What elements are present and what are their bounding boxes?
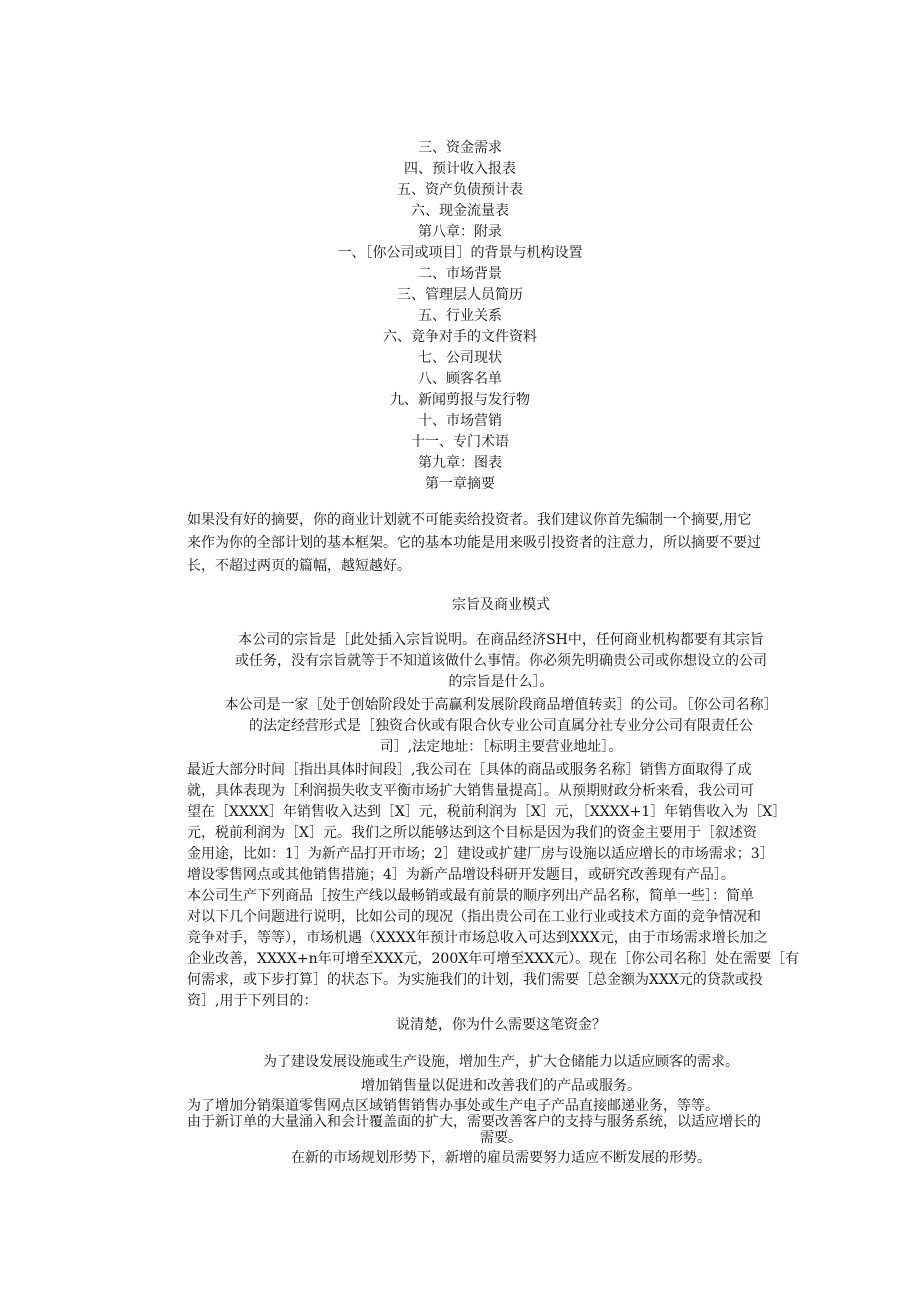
toc-entry: 五、资产负债预计表 (397, 182, 523, 198)
intro-paragraph (187, 509, 815, 578)
intro-line: 来作为你的全部计划的基本框架。它的基本功能是用来吸引投资者的注意力，所以摘要不要过 (187, 535, 761, 551)
company-line: 本公司是一家［处于创始阶段处于高赢利发展阶段商品增值转卖］的公司。［你公司名称］ (224, 697, 778, 713)
toc-entry: 一、［你公司或项目］的背景与机构设置 (337, 245, 583, 261)
intro-line: 如果没有好的摘要，你的商业计划就不可能卖给投资者。我们建议你首先编制一个摘要,用它 (187, 512, 752, 528)
section-heading-block (187, 594, 815, 616)
mission-paragraph (187, 630, 815, 693)
toc-entry: 九、新闻剪报与发行物 (390, 392, 530, 408)
recent-line: 就，具体表现为［利润损失收支平衡市场扩大销售量提高］。从预期财政分析来看，我公司可 (187, 783, 754, 799)
recent-line: 金用途，比如：1］为新产品打开市场；2］建设或扩建厂房与设施以适应增长的市场需求；3］ (187, 846, 774, 862)
toc-entry: 八、顾客名单 (418, 371, 502, 387)
products-paragraph (187, 886, 815, 1012)
toc-entry: 六、竞争对手的文件资料 (383, 329, 537, 345)
company-line: 司］,法定地址：［标明主要营业地址］。 (379, 739, 623, 755)
purpose-item: 为了建设发展设施或生产设施，增加生产，扩大仓储能力以适应顾客的需求。 (263, 1054, 739, 1070)
recent-line: 增设零售网点或其他销售措施；4］为新产品增设科研开发题目，或研究改善现有产品］。 (187, 867, 735, 883)
intro-line: 长，不超过两页的篇幅，越短越好。 (187, 558, 411, 574)
toc-entry: 五、行业关系 (418, 308, 502, 324)
section-heading: 宗旨及商业模式 (452, 597, 550, 613)
purpose-item: 由于新订单的大量涌入和会计覆盖面的扩大，需要改善客户的支持与服务系统，以适应增长的 (187, 1114, 761, 1130)
toc-entry: 第八章：附录 (418, 224, 502, 240)
products-line: 企业改善，XXXX+n年可增至XXX元，200X年可增至XXX元）。现在［你公司名称］处在需要［有 (187, 951, 800, 967)
toc-entry: 六、现金流量表 (411, 203, 509, 219)
mission-line: 或任务，没有宗旨就等于不知道该做什么事情。你必须先明确贵公司或你想设立的公司 (235, 653, 767, 669)
products-line: 对以下几个问题进行说明，比如公司的现况（指出贵公司在工业行业或技术方面的竞争情况和 (187, 909, 761, 925)
toc-entry: 第一章摘要 (425, 476, 495, 492)
mission-line: 的宗旨是什么］。 (448, 674, 554, 690)
table-of-contents (0, 138, 920, 495)
recent-performance-paragraph (187, 760, 815, 886)
purpose-item: 增加销售量以促进和改善我们的产品或服务。 (361, 1078, 641, 1094)
products-line: 资］,用于下列目的： (187, 993, 318, 1009)
toc-entry: 第九章：图表 (418, 455, 502, 471)
toc-entry: 三、资金需求 (418, 140, 502, 156)
purpose-item: 为了增加分销渠道零售网点区域销售销售办事处或生产电子产品直接邮递业务，等等。 (187, 1098, 719, 1114)
toc-entry: 三、管理层人员简历 (397, 287, 523, 303)
explain-question: 说清楚，你为什么需要这笔资金？ (396, 1017, 606, 1033)
explain-question-block (187, 1014, 815, 1036)
recent-line: 最近大部分时间［指出具体时间段］,我公司在［具体的商品或服务名称］销售方面取得了成 (187, 762, 752, 778)
recent-line: 元，税前利润为［X］元。我们之所以能够达到这个目标是因为我们的资金主要用于［叙述资 (187, 825, 757, 841)
toc-entry: 十一、专门术语 (411, 434, 509, 450)
toc-entry: 四、预计收入报表 (404, 161, 516, 177)
products-line: 竞争对手，等等），市场机遇（XXXX年预计市场总收入可达到XXX元，由于市场需求增长加之 (187, 930, 768, 946)
products-line: 何需求，或下步打算］的状态下。为实施我们的计划，我们需要［总金额为XXX元的贷款或投 (187, 972, 763, 988)
purpose-item-continued: 需要。 (480, 1130, 522, 1146)
purpose-list (187, 1052, 815, 1168)
purpose-item: 在新的市场规划形势下，新增的雇员需要努力适应不断发展的形势。 (291, 1150, 711, 1166)
toc-entry: 七、公司现状 (418, 350, 502, 366)
company-line: 的法定经营形式是［独资合伙或有限合伙专业公司直属分社专业分公司有限责任公 (249, 718, 753, 734)
toc-entry: 十、市场营销 (418, 413, 502, 429)
company-paragraph (187, 695, 815, 758)
recent-line: 望在［XXXX］年销售收入达到［X］元，税前利润为［X］元，［XXXX+1］年销售收入为［X］ (187, 804, 787, 820)
products-line: 本公司生产下列商品［按生产线以最畅销或最有前景的顺序列出产品名称，简单一些］：简单 (187, 888, 754, 904)
mission-line: 本公司的宗旨是［此处插入宗旨说明。在商品经济SH中，任何商业机构都要有其宗旨 (238, 632, 764, 648)
toc-entry: 二、市场背景 (418, 266, 502, 282)
